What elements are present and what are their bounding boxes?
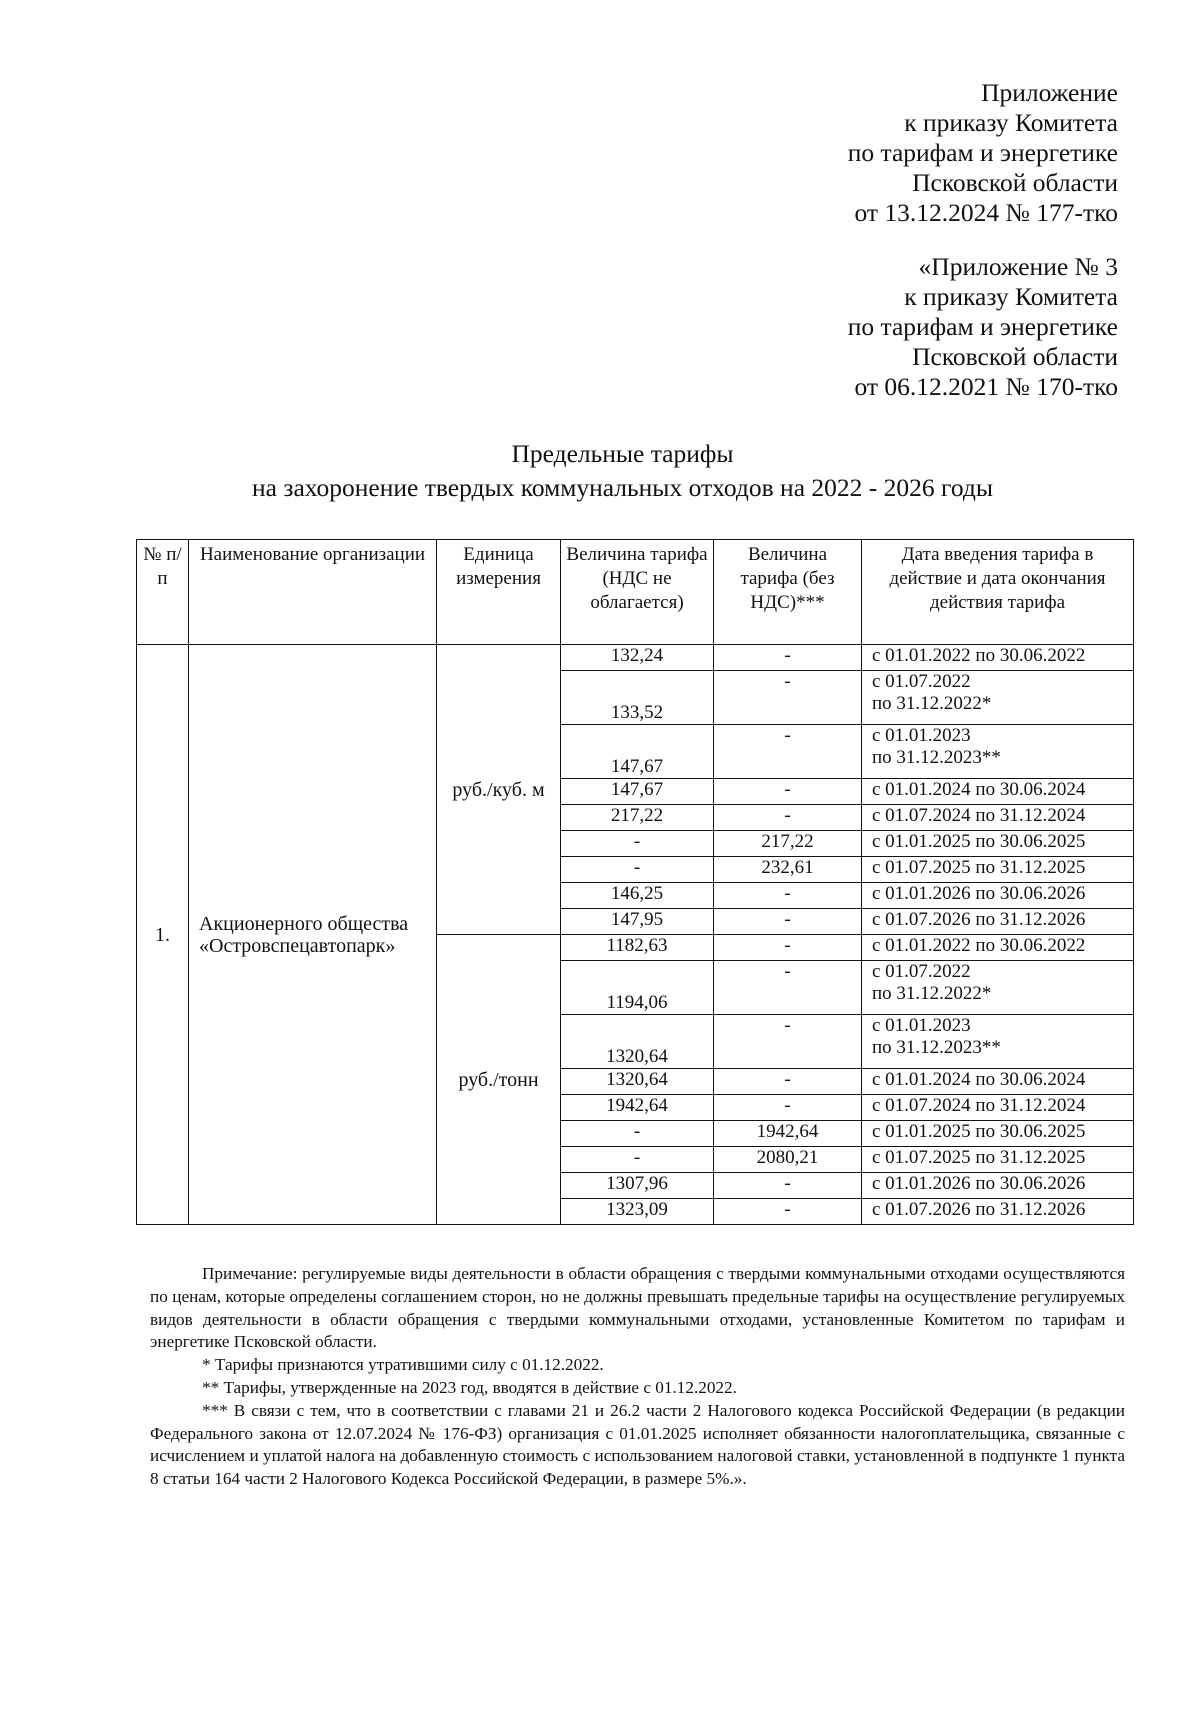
- period-cell: с 01.07.2022 по 31.12.2022*: [862, 961, 1134, 1015]
- unit-cell: руб./тонн: [437, 935, 561, 1225]
- tariff-novat-cell: -: [714, 779, 862, 805]
- period-cell: с 01.07.2024 по 31.12.2024: [862, 1095, 1134, 1121]
- period-cell: с 01.07.2026 по 31.12.2026: [862, 1199, 1134, 1225]
- header-period: Дата введения тарифа в действие и дата окончания действия тарифа: [862, 540, 1134, 645]
- tariff-vat-cell: 217,22: [561, 805, 714, 831]
- unit-cell: руб./куб. м: [437, 645, 561, 935]
- period-cell: с 01.01.2023 по 31.12.2023**: [862, 725, 1134, 779]
- tariff-vat-cell: 1323,09: [561, 1199, 714, 1225]
- period-cell: с 01.01.2026 по 30.06.2026: [862, 1173, 1134, 1199]
- header-line: «Приложение № 3: [918, 252, 1118, 281]
- header-line: Псковской области: [912, 168, 1118, 197]
- tariff-novat-cell: 232,61: [714, 857, 862, 883]
- note-footnote-2: ** Тарифы, утвержденные на 2023 год, вводятся в действие с 01.12.2022.: [202, 1377, 737, 1397]
- tariff-vat-cell: -: [561, 1147, 714, 1173]
- tariff-novat-cell: -: [714, 935, 862, 961]
- tariff-vat-cell: 1320,64: [561, 1069, 714, 1095]
- tariff-vat-cell: 1307,96: [561, 1173, 714, 1199]
- tariff-novat-cell: -: [714, 645, 862, 671]
- table-body: [137, 645, 1134, 1225]
- period-cell: с 01.07.2025 по 31.12.2025: [862, 857, 1134, 883]
- original-appendix-header: [848, 252, 1118, 402]
- period-cell: с 01.07.2025 по 31.12.2025: [862, 1147, 1134, 1173]
- header-line: Приложение: [981, 78, 1118, 107]
- header-num: № п/п: [137, 540, 189, 645]
- title-line-2: на захоронение твердых коммунальных отходов на 2022 - 2026 годы: [252, 473, 993, 502]
- header-line: к приказу Комитета: [904, 108, 1118, 137]
- period-cell: с 01.07.2026 по 31.12.2026: [862, 909, 1134, 935]
- period-cell: с 01.01.2024 по 30.06.2024: [862, 1069, 1134, 1095]
- tariff-vat-cell: 147,67: [561, 725, 714, 779]
- tariff-novat-cell: -: [714, 1015, 862, 1069]
- period-cell: с 01.07.2024 по 31.12.2024: [862, 805, 1134, 831]
- header-org: Наименование организации: [189, 540, 437, 645]
- tariff-vat-cell: 1194,06: [561, 961, 714, 1015]
- tariff-vat-cell: 1942,64: [561, 1095, 714, 1121]
- tariff-novat-cell: -: [714, 1173, 862, 1199]
- header-unit: Единица измерения: [437, 540, 561, 645]
- period-cell: с 01.01.2023 по 31.12.2023**: [862, 1015, 1134, 1069]
- tariff-novat-cell: -: [714, 805, 862, 831]
- tariff-novat-cell: 1942,64: [714, 1121, 862, 1147]
- period-cell: с 01.01.2026 по 30.06.2026: [862, 883, 1134, 909]
- title-line-1: Предельные тарифы: [511, 439, 734, 468]
- tariff-novat-cell: -: [714, 909, 862, 935]
- note-main: Примечание: регулируемые виды деятельности в области обращения с твердыми коммунальными отходами осуществляются по ценам, которые определены соглашением сторон, но не должны превышать предельные тарифы на осуществление регулируемых видов деятельности в области обращения с твердыми коммунальными отходами, установленные Комитетом по тарифам и энергетике Псковской области.: [150, 1264, 1125, 1352]
- tariff-novat-cell: -: [714, 961, 862, 1015]
- tariff-novat-cell: -: [714, 883, 862, 909]
- period-cell: с 01.01.2025 по 30.06.2025: [862, 831, 1134, 857]
- tariff-vat-cell: 133,52: [561, 671, 714, 725]
- period-cell: с 01.07.2022 по 31.12.2022*: [862, 671, 1134, 725]
- row-number-cell: 1.: [137, 645, 189, 1225]
- tariff-vat-cell: 1182,63: [561, 935, 714, 961]
- header-value-vat: Величина тарифа (НДС не облагается): [561, 540, 714, 645]
- table-row: [137, 645, 1134, 671]
- tariff-novat-cell: -: [714, 725, 862, 779]
- tariff-vat-cell: -: [561, 857, 714, 883]
- header-line: по тарифам и энергетике: [847, 312, 1118, 341]
- tariff-vat-cell: -: [561, 1121, 714, 1147]
- tariff-vat-cell: 132,24: [561, 645, 714, 671]
- note-footnote-1: * Тарифы признаются утратившими силу с 01.12.2022.: [202, 1355, 604, 1375]
- header-line: по тарифам и энергетике: [847, 138, 1118, 167]
- header-value-novat: Величина тарифа (без НДС)***: [714, 540, 862, 645]
- tariff-vat-cell: -: [561, 831, 714, 857]
- period-cell: с 01.01.2022 по 30.06.2022: [862, 935, 1134, 961]
- header-line: к приказу Комитета: [904, 282, 1118, 311]
- tariff-vat-cell: 146,25: [561, 883, 714, 909]
- tariff-novat-cell: -: [714, 1095, 862, 1121]
- tariff-novat-cell: 217,22: [714, 831, 862, 857]
- table-header-row: [137, 540, 1134, 645]
- tariff-novat-cell: -: [714, 671, 862, 725]
- notes-section: [150, 1263, 1125, 1491]
- period-cell: с 01.01.2025 по 30.06.2025: [862, 1121, 1134, 1147]
- document-title: [0, 437, 1200, 505]
- note-footnote-3: *** В связи с тем, что в соответствии с главами 21 и 26.2 части 2 Налогового кодекса Российской Федерации (в редакции Федерального закона от 12.07.2024 № 176-ФЗ) организация с 01.01.2025 исполняет обязанности налогоплательщика, связанные с исчислением и уплатой налога на добавленную стоимость с использованием налоговой ставки, установленной в подпункте 1 пункта 8 статьи 164 части 2 Налогового Кодекса Российской Федерации, в размере 5%.».: [150, 1400, 1125, 1489]
- tariff-table: [136, 539, 1134, 1225]
- tariff-vat-cell: 147,95: [561, 909, 714, 935]
- tariff-novat-cell: -: [714, 1069, 862, 1095]
- appendix-header: [848, 78, 1118, 228]
- organization-cell: Акционерного общества «Островспецавтопарк»: [189, 645, 437, 1225]
- tariff-vat-cell: 147,67: [561, 779, 714, 805]
- header-line: Псковской области: [912, 342, 1118, 371]
- period-cell: с 01.01.2022 по 30.06.2022: [862, 645, 1134, 671]
- period-cell: с 01.01.2024 по 30.06.2024: [862, 779, 1134, 805]
- tariff-novat-cell: -: [714, 1199, 862, 1225]
- header-line: от 06.12.2021 № 170-тко: [854, 372, 1118, 401]
- header-line: от 13.12.2024 № 177-тко: [854, 198, 1118, 227]
- tariff-vat-cell: 1320,64: [561, 1015, 714, 1069]
- tariff-novat-cell: 2080,21: [714, 1147, 862, 1173]
